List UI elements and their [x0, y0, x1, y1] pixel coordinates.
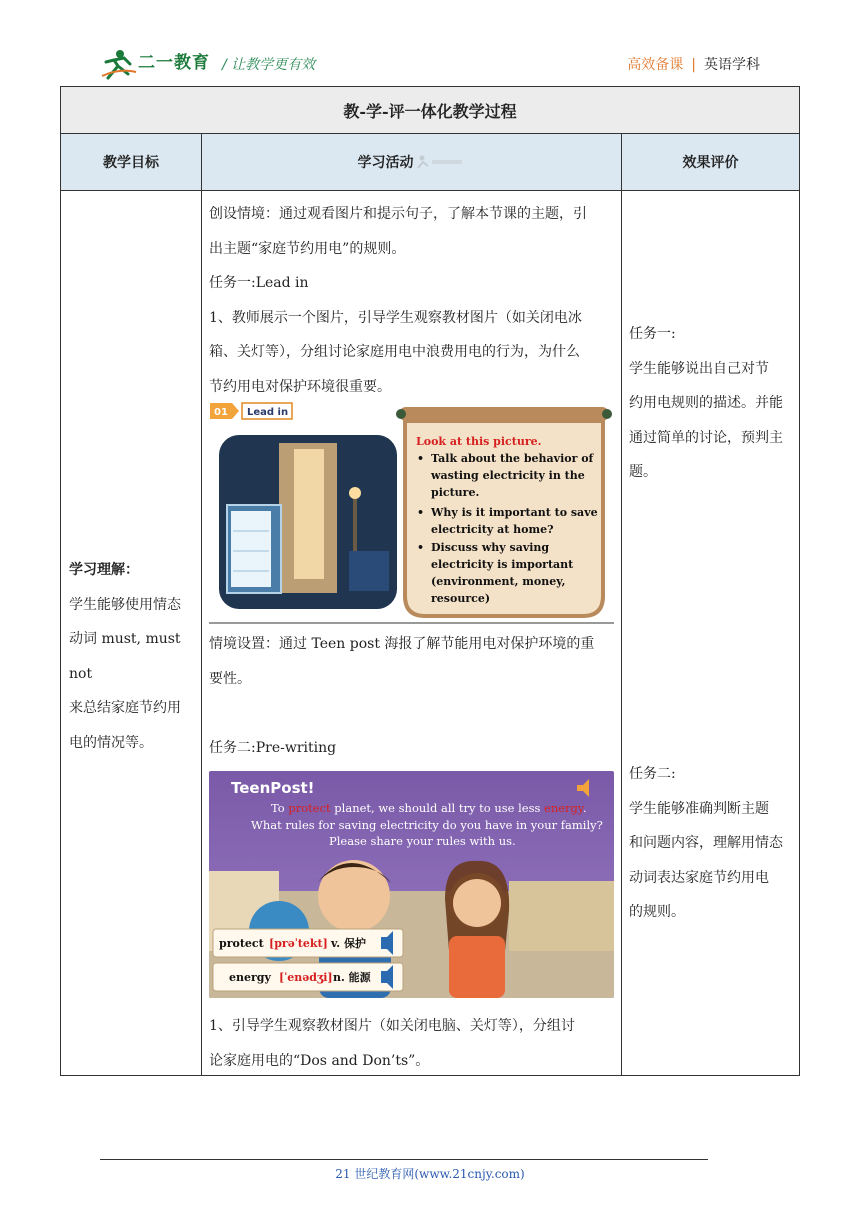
activity-line: 要性。: [209, 670, 251, 687]
eval-line: 任务一:: [629, 326, 676, 342]
bullet-line: Discuss why saving: [431, 541, 550, 554]
eval-line: 和问题内容，理解用情态: [629, 835, 783, 851]
table-title: 教-学-评一体化教学过程: [61, 87, 799, 134]
header-activity: [202, 134, 621, 190]
column-divider: [201, 134, 202, 1075]
logo-text: 二一教育: [138, 53, 210, 73]
vocab-phonetic: [prəˈtekt]: [269, 937, 328, 950]
eval-task1: [629, 317, 795, 490]
activity-line: 任务二:Pre-writing: [209, 739, 337, 756]
goal-line: 动词 must, must not: [69, 631, 181, 682]
column-divider: [621, 134, 622, 1075]
goal-cell: [69, 553, 197, 760]
footer-divider: [100, 1159, 708, 1160]
bullet-line: Talk about the behavior of: [431, 452, 594, 465]
activity-line: 出主题“家庭节约用电”的规则。: [209, 240, 406, 257]
lead-in-illustration: [209, 401, 614, 624]
goal-line: 学生能够使用情态: [69, 596, 181, 613]
teen-post-image: [209, 771, 614, 998]
activity-line: 论家庭用电的“Dos and Don’ts”。: [209, 1052, 430, 1069]
slogan: / 让教学更有效: [222, 57, 316, 73]
eval-line: 约用电规则的描述。并能: [629, 395, 783, 411]
footer-text[interactable]: 21 世纪教育网(www.21cnjy.com): [335, 1167, 525, 1181]
header-subject: [627, 54, 760, 74]
activity-line: 节约用电对保护环境很重要。: [209, 378, 391, 395]
eval-line: 通过简单的讨论，预判主: [629, 429, 783, 446]
activity-line: 箱、关灯等），分组讨论家庭用电中浪费用电的行为，为什么: [209, 344, 580, 360]
activity-top: [209, 197, 619, 404]
lead-in-image: [209, 401, 614, 624]
header-separator: |: [691, 57, 696, 73]
table-header-row: [61, 134, 799, 191]
watermark-logo-icon: [416, 154, 466, 170]
teen-post-line1: To protect planet, we should all try to use less energy.: [271, 801, 587, 815]
badge-label: Lead in: [247, 407, 289, 418]
page-header: [100, 40, 760, 90]
vocab-phonetic: [ˈenədʒi]: [279, 971, 333, 984]
bullet-line: electricity at home?: [431, 523, 554, 536]
header-activity-label: 学习活动: [357, 155, 414, 171]
header-tag: 高效备课: [627, 57, 684, 73]
teen-post-line3: Please share your rules with us.: [329, 834, 516, 848]
activity-line: 1、教师展示一个图片，引导学生观察教材图片（如关闭电冰: [209, 309, 582, 326]
teaching-process-table: [60, 86, 800, 1076]
bullet-line: electricity is important: [431, 558, 574, 571]
eval-line: 的规则。: [629, 904, 685, 920]
activity-line: [209, 696, 619, 731]
bullet-dot-icon: •: [417, 506, 425, 519]
highlight-protect: protect: [288, 801, 331, 815]
activity-line: 任务一:Lead in: [209, 275, 309, 291]
header-goal: 教学目标: [103, 155, 159, 171]
highlight-energy: energy: [544, 801, 583, 815]
bullet-dot-icon: •: [417, 452, 425, 465]
header-subject-name: 英语学科: [704, 57, 760, 73]
eval-line: 题。: [629, 464, 657, 480]
header-eval: 效果评价: [682, 155, 739, 171]
boy-character: [318, 860, 390, 932]
goal-heading: 学习理解：: [69, 562, 139, 578]
activity-line: 情境设置：通过 Teen post 海报了解节能用电对保护环境的重: [209, 636, 595, 652]
eval-line: 动词表达家庭节约用电: [629, 869, 769, 886]
scroll-title: Look at this picture.: [416, 435, 542, 448]
bullet-line: resource): [431, 592, 491, 605]
activity-mid: [209, 627, 619, 765]
activity-bottom: [209, 1009, 619, 1078]
eval-line: 学生能够说出自己对节: [629, 360, 769, 377]
eval-line: 任务二:: [629, 766, 676, 782]
goal-line: 电的情况等。: [69, 734, 153, 751]
activity-line: 创设情境：通过观看图片和提示句子，了解本节课的主题，引: [209, 206, 587, 222]
eval-line: 学生能够准确判断主题: [629, 800, 769, 817]
badge-number: 01: [214, 407, 228, 418]
eval-task2: [629, 757, 795, 930]
bullet-line: (environment, money,: [431, 575, 566, 588]
vocab-word: energy: [229, 971, 271, 984]
bullet-line: wasting electricity in the: [431, 469, 585, 482]
vocab-meaning: n. 能源: [333, 971, 371, 984]
bullet-line: picture.: [431, 486, 480, 499]
vocab-meaning: v. 保护: [331, 937, 366, 950]
teen-post-brand: TeenPost!: [231, 779, 315, 797]
teen-post-illustration: [209, 771, 614, 998]
bullet-dot-icon: •: [417, 541, 425, 554]
activity-line: 1、引导学生观察教材图片（如关闭电脑、关灯等），分组讨: [209, 1018, 575, 1034]
bullet-line: Why is it important to save: [431, 506, 598, 519]
goal-line: 来总结家庭节约用: [69, 700, 181, 716]
vocab-word: protect: [219, 937, 264, 950]
teen-post-line2: What rules for saving electricity do you have in your family?: [251, 818, 603, 832]
